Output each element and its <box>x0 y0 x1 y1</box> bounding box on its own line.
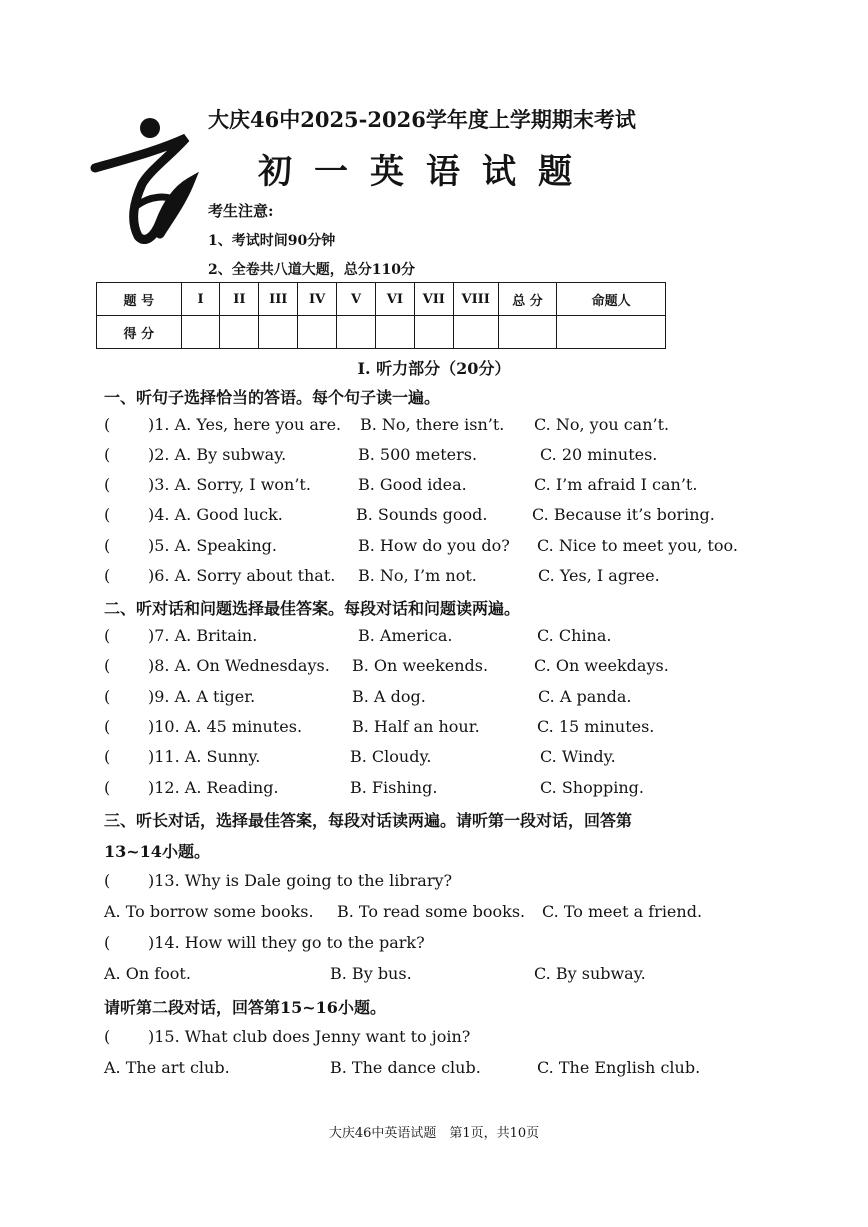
score-cell[interactable] <box>337 316 376 349</box>
answer-paren[interactable]: ( <box>104 536 111 555</box>
question-text: )11. A. Sunny. <box>148 747 261 766</box>
score-cell[interactable] <box>498 316 557 349</box>
answer-paren[interactable]: ( <box>104 415 111 434</box>
score-col-header: VI <box>375 283 414 316</box>
option-b: B. To read some books. <box>337 902 526 921</box>
question-row <box>0 1027 868 1051</box>
notice-item: 1、考试时间90分钟 <box>208 233 336 249</box>
option-c: C. The English club. <box>537 1058 701 1077</box>
option-a: A. On foot. <box>104 964 191 983</box>
option-c: C. 20 minutes. <box>540 445 658 464</box>
score-col-header: V <box>337 283 376 316</box>
page-footer: 大庆46中英语试题 第1页，共10页 <box>328 1126 540 1141</box>
question-row <box>0 415 868 439</box>
question-row <box>0 656 868 680</box>
answer-paren[interactable]: ( <box>104 505 111 524</box>
part-subheading: 请听第二段对话，回答第15~16小题。 <box>104 998 386 1017</box>
question-row <box>0 475 868 499</box>
answer-paren[interactable]: ( <box>104 717 111 736</box>
option-c: C. I’m afraid I can’t. <box>534 475 698 494</box>
question-text: )2. A. By subway. <box>148 445 287 464</box>
option-c: C. A panda. <box>538 687 632 706</box>
score-table-score-row <box>97 316 666 349</box>
score-table-label: 得 分 <box>97 316 182 349</box>
answer-paren[interactable]: ( <box>104 626 111 645</box>
question-row <box>0 871 868 895</box>
option-c: C. Nice to meet you, too. <box>537 536 738 555</box>
answer-paren[interactable]: ( <box>104 475 111 494</box>
score-table-label: 题 号 <box>97 283 182 316</box>
school-logo-icon <box>90 110 200 250</box>
option-b: B. How do you do? <box>358 536 510 555</box>
score-col-header: 命题人 <box>557 283 666 316</box>
answer-paren[interactable]: ( <box>104 778 111 797</box>
score-cell[interactable] <box>453 316 498 349</box>
answer-paren[interactable]: ( <box>104 445 111 464</box>
option-c: C. Shopping. <box>540 778 644 797</box>
options-row <box>0 902 868 926</box>
option-c: C. By subway. <box>534 964 646 983</box>
part-heading: 三、听长对话，选择最佳答案，每段对话读两遍。请听第一段对话，回答第 <box>104 811 633 830</box>
option-c: C. 15 minutes. <box>537 717 655 736</box>
part-heading: 二、听对话和问题选择最佳答案。每段对话和问题读两遍。 <box>104 599 521 618</box>
question-row <box>0 626 868 650</box>
answer-paren[interactable]: ( <box>104 656 111 675</box>
option-b: B. America. <box>358 626 453 645</box>
option-c: C. Yes, I agree. <box>538 566 660 585</box>
options-row <box>0 1058 868 1082</box>
option-a: A. The art club. <box>104 1058 230 1077</box>
score-cell[interactable] <box>557 316 666 349</box>
question-text: )9. A. A tiger. <box>148 687 256 706</box>
answer-paren[interactable]: ( <box>104 871 111 890</box>
option-c: C. To meet a friend. <box>542 902 703 921</box>
answer-paren[interactable]: ( <box>104 566 111 585</box>
question-text: )8. A. On Wednesdays. <box>148 656 330 675</box>
options-row <box>0 964 868 988</box>
question-text: )12. A. Reading. <box>148 778 279 797</box>
question-text: )13. Why is Dale going to the library? <box>148 871 453 890</box>
option-b: B. Half an hour. <box>352 717 480 736</box>
option-b: B. On weekends. <box>352 656 489 675</box>
exam-title: 初一英语试题 <box>258 152 594 192</box>
question-row <box>0 566 868 590</box>
score-col-header: I <box>181 283 220 316</box>
question-row <box>0 687 868 711</box>
score-cell[interactable] <box>298 316 337 349</box>
question-text: )4. A. Good luck. <box>148 505 283 524</box>
option-a: A. To borrow some books. <box>104 902 314 921</box>
score-col-header: III <box>259 283 298 316</box>
option-c: C. China. <box>537 626 612 645</box>
option-c: C. Because it’s boring. <box>532 505 715 524</box>
question-row <box>0 778 868 802</box>
question-row <box>0 717 868 741</box>
option-b: B. No, there isn’t. <box>360 415 505 434</box>
question-text: )14. How will they go to the park? <box>148 933 425 952</box>
option-b: B. Good idea. <box>358 475 467 494</box>
score-cell[interactable] <box>181 316 220 349</box>
question-row <box>0 536 868 560</box>
question-text: )15. What club does Jenny want to join? <box>148 1027 471 1046</box>
part-heading-continued: 13~14小题。 <box>104 842 210 861</box>
answer-paren[interactable]: ( <box>104 687 111 706</box>
option-b: B. No, I’m not. <box>358 566 477 585</box>
question-row <box>0 747 868 771</box>
score-table <box>96 282 666 349</box>
score-col-header: IV <box>298 283 337 316</box>
question-text: )7. A. Britain. <box>148 626 258 645</box>
option-c: C. On weekdays. <box>534 656 669 675</box>
score-col-header: 总 分 <box>498 283 557 316</box>
section-title: I. 听力部分（20分） <box>357 359 511 378</box>
option-b: B. Cloudy. <box>350 747 432 766</box>
option-b: B. A dog. <box>352 687 426 706</box>
score-table-header-row <box>97 283 666 316</box>
question-text: )5. A. Speaking. <box>148 536 277 555</box>
option-b: B. Sounds good. <box>356 505 488 524</box>
option-c: C. Windy. <box>540 747 616 766</box>
answer-paren[interactable]: ( <box>104 1027 111 1046</box>
notice-item: 2、全卷共八道大题，总分110分 <box>208 262 415 278</box>
score-cell[interactable] <box>375 316 414 349</box>
score-col-header: VIII <box>453 283 498 316</box>
question-row <box>0 445 868 469</box>
score-cell[interactable] <box>414 316 453 349</box>
question-text: )6. A. Sorry about that. <box>148 566 336 585</box>
question-text: )1. A. Yes, here you are. <box>148 415 342 434</box>
answer-paren[interactable]: ( <box>104 933 111 952</box>
notice-heading: 考生注意: <box>208 202 274 220</box>
option-b: B. The dance club. <box>330 1058 481 1077</box>
question-text: )10. A. 45 minutes. <box>148 717 303 736</box>
score-cell[interactable] <box>259 316 298 349</box>
score-col-header: II <box>220 283 259 316</box>
option-b: B. 500 meters. <box>358 445 478 464</box>
question-text: )3. A. Sorry, I won’t. <box>148 475 311 494</box>
score-cell[interactable] <box>220 316 259 349</box>
question-row <box>0 505 868 529</box>
question-row <box>0 933 868 957</box>
option-b: B. Fishing. <box>350 778 438 797</box>
score-col-header: VII <box>414 283 453 316</box>
part-heading: 一、听句子选择恰当的答语。每个句子读一遍。 <box>104 388 441 407</box>
school-title: 大庆46中2025-2026学年度上学期期末考试 <box>208 107 636 132</box>
option-c: C. No, you can’t. <box>534 415 670 434</box>
answer-paren[interactable]: ( <box>104 747 111 766</box>
option-b: B. By bus. <box>330 964 412 983</box>
